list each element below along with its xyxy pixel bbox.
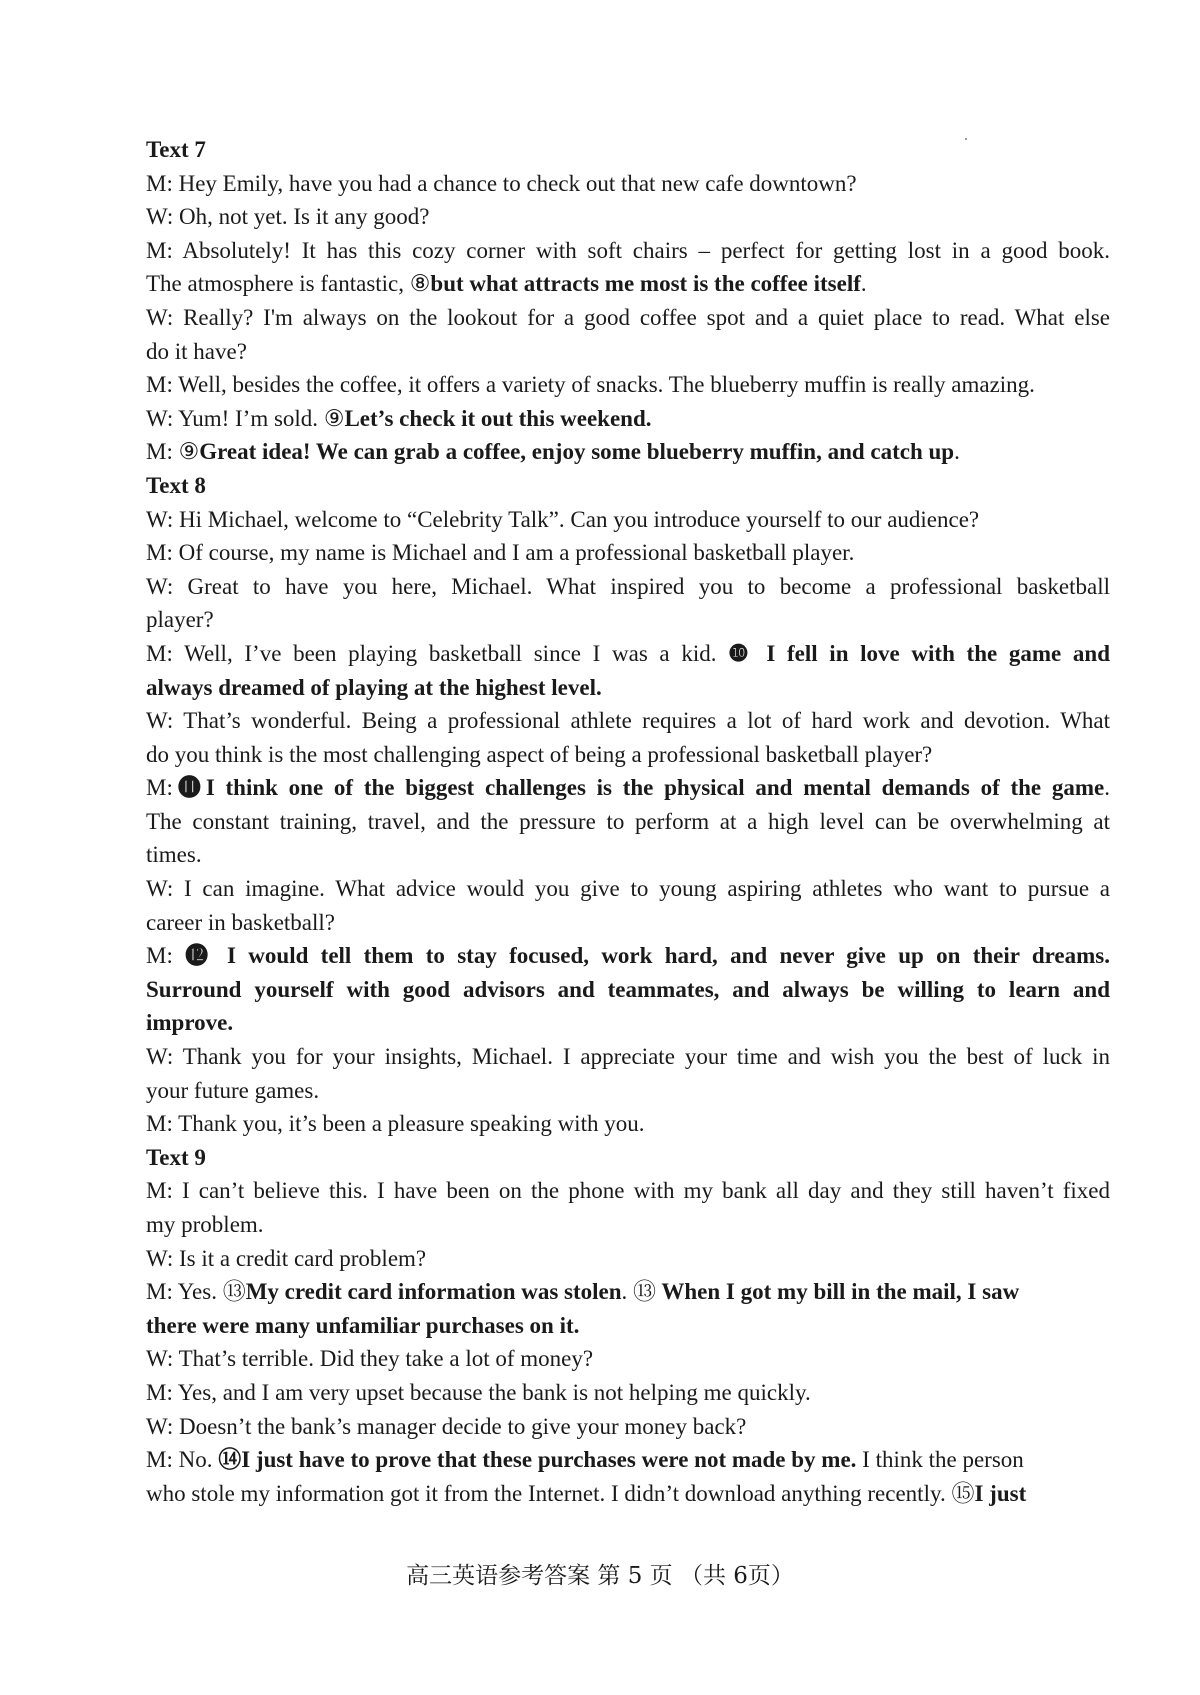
question-marker: ⑨ [323,405,345,431]
section-heading-text8: Text 8 [146,472,206,498]
dialogue-line: W: Hi Michael, welcome to “Celebrity Talk”. Can you introduce yourself to our audience? [146,506,980,532]
plain-text: M: Well, I’ve been playing basketball since I was a kid. [146,640,729,666]
answer-highlight: Let’s check it out this weekend. [344,405,652,431]
dialogue-line: W: I can imagine. What advice would you give to young aspiring athletes who want to pursue a [146,876,1110,902]
dialogue-line: M: I can’t believe this. I have been on the phone with my bank all day and they still haven’t fixed [146,1178,1110,1204]
question-marker: ⑧ [409,271,431,297]
dialogue-line [146,402,1110,436]
plain-text: W: Yum! I’m sold. [146,405,324,431]
dialogue-line: W: Great to have you here, Michael. What inspired you to become a professional basketball [146,573,1110,599]
dialogue-line: The constant training, travel, and the pressure to perform at a high level can be overwhelming at [146,808,1110,834]
answer-highlight: I just [974,1480,1027,1506]
answer-highlight: Great idea! We can grab a coffee, enjoy some blueberry muffin, and catch up [199,439,955,465]
dialogue-line: do you think is the most challenging aspect of being a professional basketball player? [146,741,933,767]
document-body [146,133,1110,1510]
dialogue-line: M: Thank you, it’s been a pleasure speaking with you. [146,1111,645,1137]
dialogue-line: times. [146,842,202,868]
plain-text: . [860,271,867,297]
dialogue-line: M: Yes, and I am very upset because the bank is not helping me quickly. [146,1379,811,1405]
dialogue-line: W: Doesn’t the bank’s manager decide to give your money back? [146,1413,747,1439]
dialogue-line: M: Well, besides the coffee, it offers a variety of snacks. The blueberry muffin is really amazing. [146,372,1035,398]
dialogue-line: player? [146,607,214,633]
plain-text: M: [146,943,186,969]
dialogue-line: my problem. [146,1212,264,1237]
answer-highlight: I think one of the biggest challenges is the physical and mental demands of the game [205,775,1105,801]
page-footer: 高三英语参考答案 第 5 页 （共 6页） [406,1563,794,1589]
question-marker: ⑭ [218,1447,242,1473]
dialogue-line: W: Is it a credit card problem? [146,1245,427,1271]
section-heading-text7: Text 7 [146,137,206,162]
dialogue-line: there were many unfamiliar purchases on it. [146,1312,580,1338]
question-marker: ⓬ [185,943,215,969]
answer-highlight: I fell in love with the game and [754,640,1110,666]
answer-highlight: I just have to prove that these purchases were not made by me. [241,1447,857,1473]
dialogue-line: do it have? [146,338,247,364]
answer-highlight: I would tell them to stay focused, work hard, and never give up on their dreams. [214,943,1110,969]
plain-text: M: No. [146,1447,219,1473]
plain-text: I think the person [856,1447,1024,1473]
answer-highlight: but what attracts me most is the coffee itself [430,271,861,297]
dialogue-line: Surround yourself with good advisors and teammates, and always be willing to learn and [146,976,1110,1002]
question-marker: ⑮ [951,1480,975,1506]
plain-text: M: [146,439,179,465]
plain-text: . [954,439,960,465]
dialogue-line: W: That’s wonderful. Being a professional athlete requires a lot of hard work and devotion. What [146,708,1110,734]
dialogue-line [146,1477,1110,1511]
question-marker: ⓫ [172,775,206,801]
dialogue-line [146,1275,1110,1309]
dialogue-line [146,1443,1110,1477]
dialogue-line [146,939,1110,973]
section-heading-text9: Text 9 [146,1144,206,1170]
plain-text: The atmosphere is fantastic, [146,271,410,297]
plain-text: who stole my information got it from the Internet. I didn’t download anything recently. [146,1480,952,1506]
dialogue-line: W: Oh, not yet. Is it any good? [146,204,430,230]
dialogue-line: always dreamed of playing at the highest level. [146,674,602,700]
dialogue-line: M: Of course, my name is Michael and I am a professional basketball player. [146,540,855,566]
answer-highlight: When I got my bill in the mail, I saw [656,1279,1020,1305]
dialogue-line: W: That’s terrible. Did they take a lot of money? [146,1346,594,1372]
question-marker: ⑨ [178,439,200,465]
question-marker: ❿ [728,640,755,666]
dialogue-line [146,435,1110,469]
dialogue-line: M: Hey Emily, have you had a chance to check out that new cafe downtown? [146,170,857,196]
plain-text: M: Yes. [146,1279,223,1305]
dialogue-line: W: Thank you for your insights, Michael. I appreciate your time and wish you the best of luck in [146,1044,1110,1070]
plain-text: . [621,1279,634,1305]
plain-text: M: [146,775,173,801]
dialogue-line: your future games. [146,1077,320,1103]
dialogue-line [146,267,1110,301]
question-marker: ⑬ [222,1279,246,1305]
dialogue-line: improve. [146,1010,234,1036]
question-marker: ⑬ [633,1279,657,1305]
dialogue-line: W: Really? I'm always on the lookout for a good coffee spot and a quiet place to read. What else [146,304,1110,330]
plain-text: . [1104,775,1111,801]
dialogue-line [146,637,1110,671]
dialogue-line [146,771,1110,805]
dialogue-line: M: Absolutely! It has this cozy corner with soft chairs – perfect for getting lost in a good book. [146,237,1110,263]
dialogue-line: career in basketball? [146,909,335,935]
answer-highlight: My credit card information was stolen [245,1279,622,1305]
